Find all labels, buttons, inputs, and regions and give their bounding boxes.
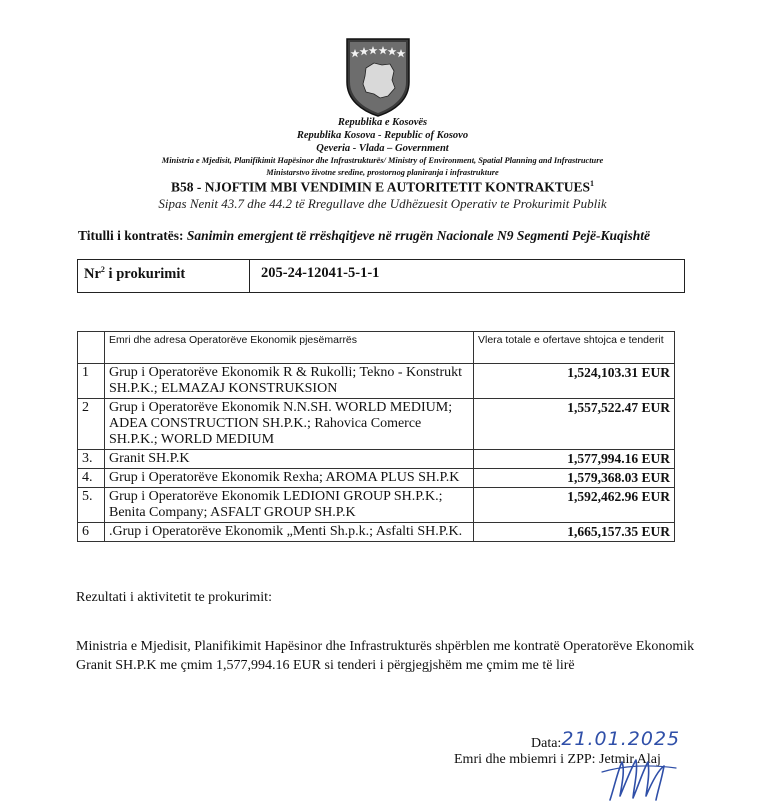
header-ministry: Ministria e Mjedisit, Planifikimit Hapësinor dhe Infrastrukturës/ Ministry of Environment, Spatial Planning and Infrastructure <box>161 156 604 165</box>
table-row <box>78 450 675 469</box>
zpp-name: Emri dhe mbiemri i ZPP: Jetmir Alaj <box>454 752 661 767</box>
date-label: Data: <box>531 736 562 751</box>
row-value: 1,592,462.96 EUR <box>474 488 675 523</box>
header-cell-value: Vlera totale e ofertave shtojca e tenderit <box>474 332 675 364</box>
row-operator: Granit SH.P.K <box>105 450 474 469</box>
table-row <box>78 523 675 542</box>
row-operator: Grup i Operatorëve Ekonomik LEDIONI GROUP SH.P.K.; Benita Company; ASFALT GROUP SH.P.K <box>105 488 474 523</box>
procurement-number-value: 205-24-12041-5-1-1 <box>261 265 380 281</box>
table-row <box>78 488 675 523</box>
row-number: 6 <box>78 523 105 542</box>
result-label: Rezultati i aktivitetit te prokurimit: <box>76 590 272 605</box>
row-operator: .Grup i Operatorëve Ekonomik „Menti Sh.p.k.; Asfalti SH.P.K. <box>105 523 474 542</box>
procurement-number-label: Nr$^2$ i prokurimit <box>84 265 186 282</box>
contract-title-value: Sanimin emergjent të rrëshqitjeve në rrugën Nacionale N9 Segmenti Pejë-Kuqishtë <box>186 228 651 243</box>
table-row <box>78 399 675 450</box>
row-operator: Grup i Operatorëve Ekonomik R & Rukolli; Tekno - Konstrukt SH.P.K.; ELMAZAJ KONSTRUKSION <box>105 364 474 399</box>
header-republic-sq: Republika e Kosovës <box>337 117 428 128</box>
table-header-row <box>78 332 675 364</box>
date-value: 21.01.2025 <box>561 728 681 750</box>
table-row <box>78 469 675 488</box>
row-value: 1,524,103.31 EUR <box>474 364 675 399</box>
result-text: Ministria e Mjedisit, Planifikimit Hapësinor dhe Infrastrukturës shpërblen me kontratë Operatorëve Ekonomik Granit SH.P.K me çmim 1,577,994.16 EUR si tenderi i përgjegjshëm me çmim me të lirë <box>76 639 695 673</box>
row-operator: Grup i Operatorëve Ekonomik N.N.SH. WORLD MEDIUM; ADEA CONSTRUCTION SH.P.K.; Rahovica Comerce SH.P.K.; WORLD MEDIUM <box>105 399 474 450</box>
header-government: Qeveria - Vlada – Government <box>316 143 449 154</box>
procurement-number-box <box>77 259 685 293</box>
header-republic-multi: Republika Kosova - Republic of Kosovo <box>296 130 469 141</box>
row-operator: Grup i Operatorëve Ekonomik Rexha; AROMA PLUS SH.P.K <box>105 469 474 488</box>
notice-title: B58 - NJOFTIM MBI VENDIMIN E AUTORITETIT KONTRAKTUES$^1$ <box>171 179 594 195</box>
header-ministry-sr: Ministarstvo životne sredine, prostornog planiranja i infrastrukture <box>266 168 499 177</box>
row-value: 1,557,522.47 EUR <box>474 399 675 450</box>
row-value: 1,665,157.35 EUR <box>474 523 675 542</box>
header-cell-num <box>78 332 105 364</box>
contract-title <box>78 228 650 244</box>
row-number: 3. <box>78 450 105 469</box>
kosovo-coat-of-arms-icon <box>344 36 412 118</box>
bids-table <box>77 331 675 542</box>
notice-subtitle: Sipas Nenit 43.7 dhe 44.2 të Rregullave dhe Udhëzuesit Operativ te Prokurimit Publik <box>158 196 607 211</box>
row-number: 4. <box>78 469 105 488</box>
table-row <box>78 364 675 399</box>
row-number: 2 <box>78 399 105 450</box>
row-value: 1,577,994.16 EUR <box>474 450 675 469</box>
header-cell-operator: Emri dhe adresa Operatorëve Ekonomik pjesëmarrës <box>105 332 474 364</box>
contract-title-label: Titulli i kontratës: <box>78 228 184 243</box>
signature-icon <box>592 748 682 804</box>
row-value: 1,579,368.03 EUR <box>474 469 675 488</box>
row-number: 5. <box>78 488 105 523</box>
row-number: 1 <box>78 364 105 399</box>
